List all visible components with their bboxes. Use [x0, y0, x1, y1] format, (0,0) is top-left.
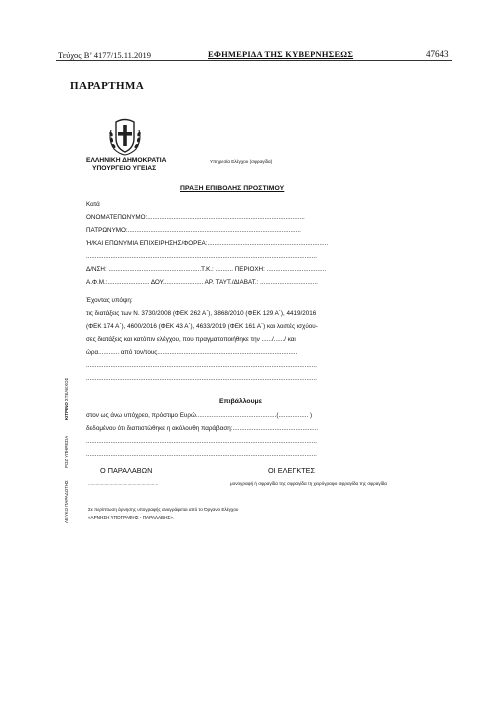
service-label: Υπηρεσία Ελέγχου (σφραγίδα): [210, 159, 273, 164]
law-line: ....................................................................................................................................: [86, 362, 317, 369]
impose-heading: Επιβάλλουμε: [219, 398, 262, 405]
law-line: τις διατάξεις των Ν. 3730/2008 (ΦΕΚ 262 Α΄), 3868/2010 (ΦΕΚ 129 Α΄), 4419/2016: [86, 310, 317, 317]
authority-line1: ΕΛΛΗΝΙΚΗ ΔΗΜΟΚΡΑΤΙΑ: [86, 157, 167, 164]
patronym-field: ΠΑΤΡΩΝΥΜΟ:...................................................................................................: [86, 227, 301, 234]
footnote-line1: Σε περίπτωση άρνησης υπογραφής αναγράφεται από το Όργανο Ελέγχου: [88, 507, 239, 512]
inspectors-note: μονογραφή ή σφραγίδα της σφραγίδα τη χειρόγραφο σφραγίδα της σφραγίδα: [230, 481, 387, 486]
inspectors-label: ΟΙ ΕΛΕΓΚΤΕΣ: [268, 466, 316, 475]
header-rule: [56, 60, 452, 61]
law-line: ώρα............ από τον/τους................................................................................: [86, 349, 298, 356]
given-label: Έχοντας υπόψη:: [86, 297, 133, 304]
dots-line: ....................................................................................................................................: [86, 253, 317, 260]
margin-text-pink: ΡΟΖ ΥΠΗΡΕΣΙΑ: [64, 435, 69, 468]
kata-label: Κατά: [86, 201, 100, 208]
address-field: Δ/ΝΣΗ: .....................................................Τ.Κ.: .......... ΠΕΡΙΟΧΗ: ..................................: [86, 266, 327, 273]
margin-text-yellow: [64, 378, 69, 420]
footnote-line2: «ΑΡΝΗΣΗ ΥΠΟΓΡΑΦΗΣ - ΠΑΡΑΛΑΒΗΣ».: [88, 515, 175, 520]
coat-of-arms-icon: [107, 116, 143, 156]
law-line: (ΦΕΚ 174 Α΄), 4600/2016 (ΦΕΚ 43 Α΄), 4633/2019 (ΦΕΚ 161 Α΄) και λοιπές ισχύου-: [86, 323, 318, 330]
law-line: σες διατάξεις και κατόπιν ελέγχου, που πραγματοποιήθηκε την ....../....../ και: [86, 336, 296, 343]
margin-text-white: ΛΕΥΚΟ ΠΑΡΑΔΟΤΗΣ: [64, 480, 69, 523]
margin-text-yellow-bold: ΚΙΤΡΙΝΟ: [64, 402, 69, 420]
authority-line2: ΥΠΟΥΡΓΕΙΟ ΥΓΕΙΑΣ: [92, 165, 157, 172]
business-field: Ή/ΚΑΙ ΕΠΩΝΥΜΙΑ ΕΠΙΧΕΙΡΗΣΗΣ/ΦΟΡΕΑ:.....................................................................: [86, 240, 329, 247]
name-field: ΟΝΟΜΑΤΕΠΩΝΥΜΟ:..........................................................................................: [86, 214, 305, 221]
gazette-title: ΕΦΗΜΕΡΙΔΑ ΤΗΣ ΚΥΒΕΡΝΗΣΕΩΣ: [208, 49, 354, 59]
issue-label: Τεύχος Β’ 4177/15.11.2019: [58, 50, 152, 60]
margin-text-yellow-rest: ΣΤΕΛΕΧΟΣ: [64, 377, 69, 401]
fine-line: δεδομένου ότι διαπιστώθηκε η ακόλουθη παράβαση:.................................................: [86, 425, 319, 432]
receiver-signature-line: .......................................................: [88, 481, 159, 486]
form-title: ΠΡΑΞΗ ΕΠΙΒΟΛΗΣ ΠΡΟΣΤΙΜΟΥ: [180, 185, 285, 192]
fine-line: ....................................................................................................................................: [86, 438, 317, 445]
page-number: 47643: [426, 49, 449, 59]
fine-line: στον ως άνω υπόχρεο, πρόστιμο Ευρώ..............................................(................. ): [86, 412, 313, 419]
receiver-label: Ο ΠΑΡΑΛΑΒΩΝ: [100, 466, 153, 475]
tax-field: Α.Φ.Μ.:........................ ΔΟΥ....................... ΑΡ. ΤΑΥΤ./ΔΙΑΒΑΤ.: .................................: [86, 279, 318, 286]
fine-line: ....................................................................................................................................: [86, 451, 317, 458]
law-line: ....................................................................................................................................: [86, 375, 317, 382]
annex-title: ΠΑΡΑΡΤΗΜΑ: [70, 80, 145, 92]
